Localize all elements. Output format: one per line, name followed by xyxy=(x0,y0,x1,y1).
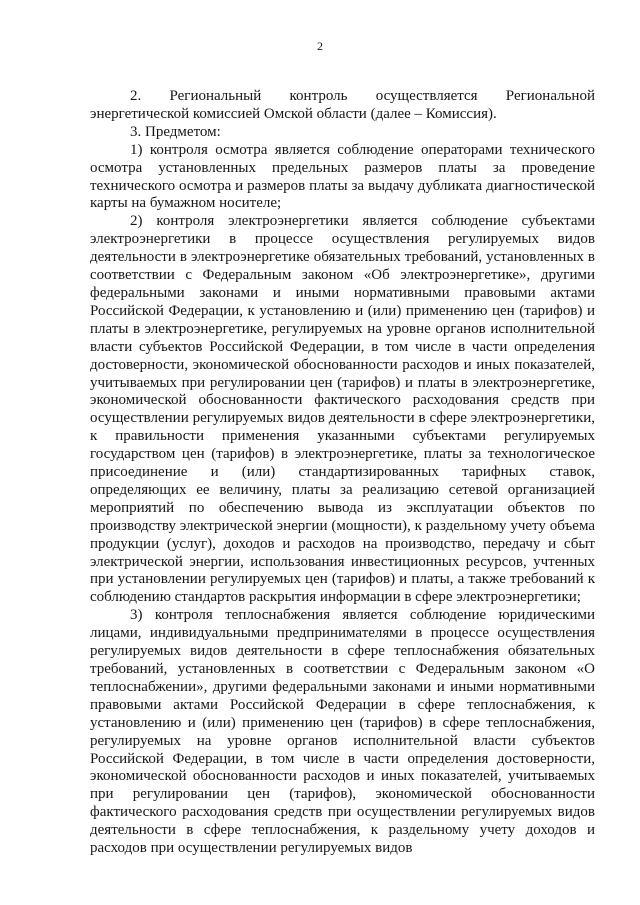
paragraph-heat-supply-control: 3) контроля теплоснабжения является соблюдение юридическими лицами, индивидуальными предпринимателями в процессе осуществления регулируемых видов деятельности в сфере теплоснабжения обязательных требований, установленных в соответствии с Федеральным законом «О теплоснабжении», другими федеральными законами и иными нормативными правовыми актами Российской Федерации в сфере теплоснабжения, к установлению и (или) применению цен (тарифов) в сфере теплоснабжения, регулируемых на уровне органов исполнительной власти субъектов Российской Федерации, в том числе в части определения достоверности, экономической обоснованности расходов и иных показателей, учитываемых при регулировании цен (тарифов), экономической обоснованности фактического расходования средств при осуществлении регулируемых видов деятельности в сфере теплоснабжения, к раздельному учету доходов и расходов при осуществлении регулируемых видов xyxy=(90,607,595,857)
paragraph-inspection-control: 1) контроля осмотра является соблюдение операторами технического осмотра установленных предельных размеров платы за проведение технического осмотра и размеров платы за выдачу дубликата диагностической карты на бумажном носителе; xyxy=(90,141,595,212)
paragraph-electricity-control: 2) контроля электроэнергетики является соблюдение субъектами электроэнергетики в процессе осуществления регулируемых видов деятельности в электроэнергетике обязательных требований, установленных в соответствии с Федеральным законом «Об электроэнергетике», другими федеральными законами и иными нормативными правовыми актами Российской Федерации, к установлению и (или) применению цен (тарифов) и платы в электроэнергетике, регулируемых на уровне органов исполнительной власти субъектов Российской Федерации, в том числе в части определения достоверности, экономической обоснованности расходов и иных показателей, учитываемых при регулировании цен (тарифов) и платы в электроэнергетике, экономической обоснованности фактического расходования средств при осуществлении регулируемых видов деятельности в сфере электроэнергетики, к правильности применения указанными субъектами регулируемых государством цен (тарифов) в электроэнергетике, платы за технологическое присоединение и (или) стандартизированных тарифных ставок, определяющих ее величину, платы за реализацию сетевой организацией мероприятий по обеспечению вывода из эксплуатации объектов по производству электрической энергии (мощности), к раздельному учету объема продукции (услуг), доходов и расходов на производство, передачу и сбыт электрической энергии, использования инвестиционных ресурсов, учтенных при установлении регулируемых цен (тарифов) и платы, а также требований к соблюдению стандартов раскрытия информации в сфере электроэнергетики; xyxy=(90,213,595,606)
document-body xyxy=(90,88,595,858)
paragraph-subject-heading: 3. Предметом: xyxy=(130,123,221,140)
page-number: 2 xyxy=(317,39,323,53)
paragraph-regional-control: 2. Региональный контроль осуществляется Региональной энергетической комиссией Омской области (далее – Комиссия). xyxy=(90,88,595,122)
